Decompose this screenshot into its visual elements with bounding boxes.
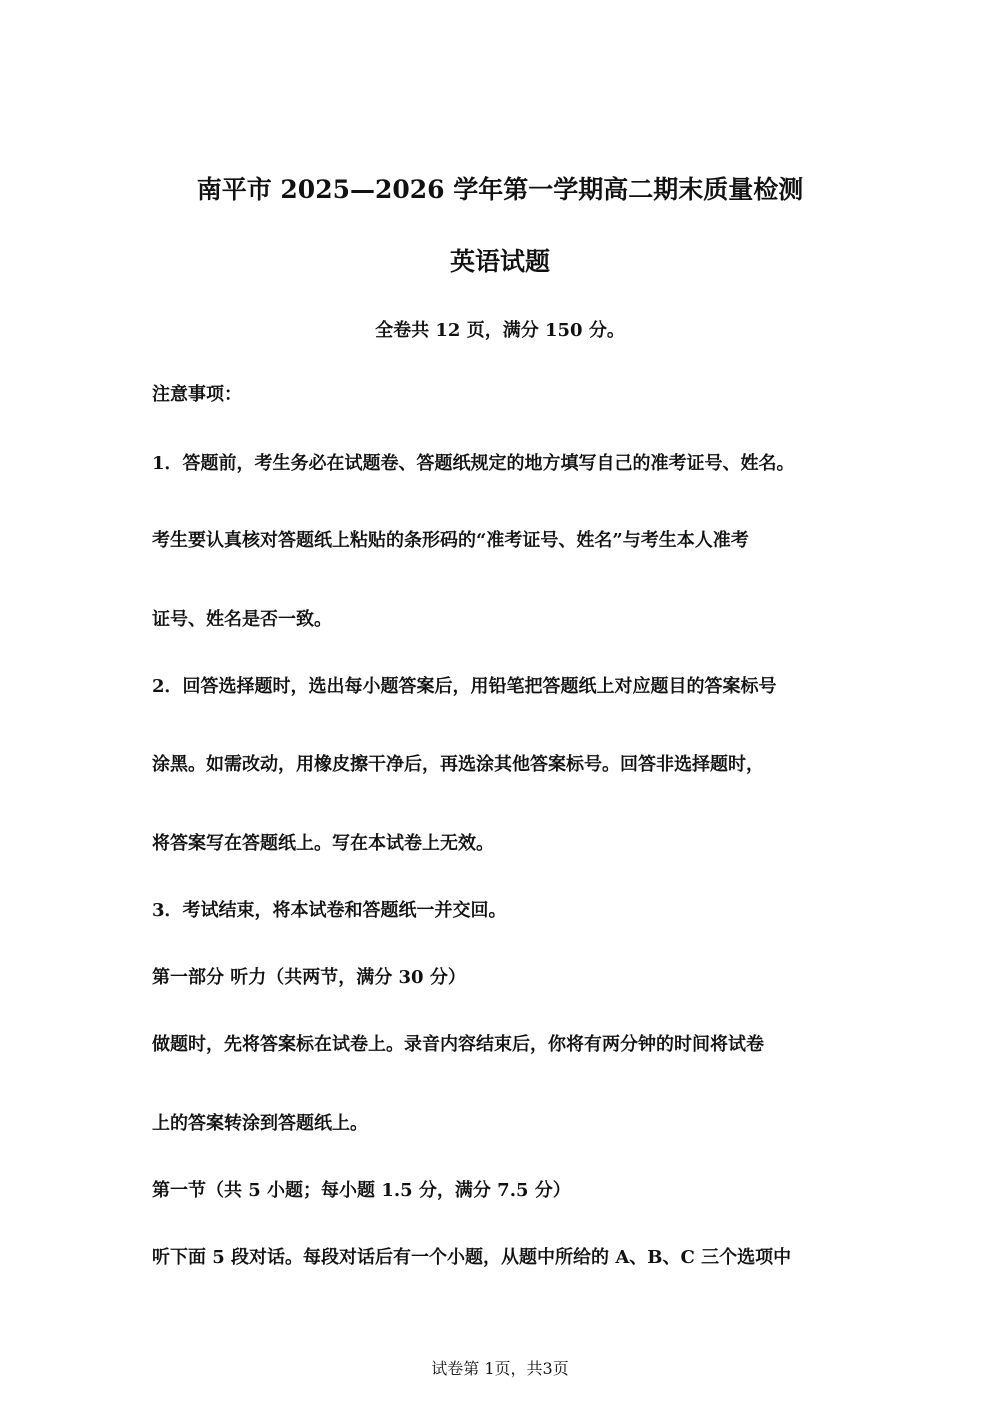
part-one-heading: 第一部分 听力（共两节，满分 30 分） xyxy=(152,967,466,988)
notice-line: 1．答题前，考生务必在试题卷、答题纸规定的地方填写自己的准考证号、姓名。 xyxy=(152,453,795,474)
notice-heading: 注意事项： xyxy=(152,384,242,405)
notice-line: 2．回答选择题时，选出每小题答案后，用铅笔把答题纸上对应题目的答案标号 xyxy=(152,676,777,697)
section-one-heading: 第一节（共 5 小题；每小题 1.5 分，满分 7.5 分） xyxy=(152,1180,571,1201)
exam-main-title: 南平市 2025—2026 学年第一学期高二期末质量检测 xyxy=(196,175,804,204)
notice-line: 证号、姓名是否一致。 xyxy=(152,609,332,630)
part-one-instruction: 做题时，先将答案标在试卷上。录音内容结束后，你将有两分钟的时间将试卷 xyxy=(152,1034,764,1055)
notice-line: 3．考试结束，将本试卷和答题纸一并交回。 xyxy=(152,900,507,921)
exam-subtitle: 英语试题 xyxy=(449,247,550,276)
part-one-instruction: 上的答案转涂到答题纸上。 xyxy=(152,1113,368,1134)
notice-line: 涂黑。如需改动，用橡皮擦干净后，再选涂其他答案标号。回答非选择题时， xyxy=(152,754,764,775)
section-one-instruction: 听下面 5 段对话。每段对话后有一个小题，从题中所给的 A、B、C 三个选项中 xyxy=(152,1247,792,1268)
exam-info: 全卷共 12 页，满分 150 分。 xyxy=(375,320,625,341)
notice-line: 考生要认真核对答题纸上粘贴的条形码的“准考证号、姓名”与考生本人准考 xyxy=(152,530,749,551)
notice-line: 将答案写在答题纸上。写在本试卷上无效。 xyxy=(152,833,494,854)
page-footer: 试卷第 1页，共3页 xyxy=(431,1359,569,1378)
